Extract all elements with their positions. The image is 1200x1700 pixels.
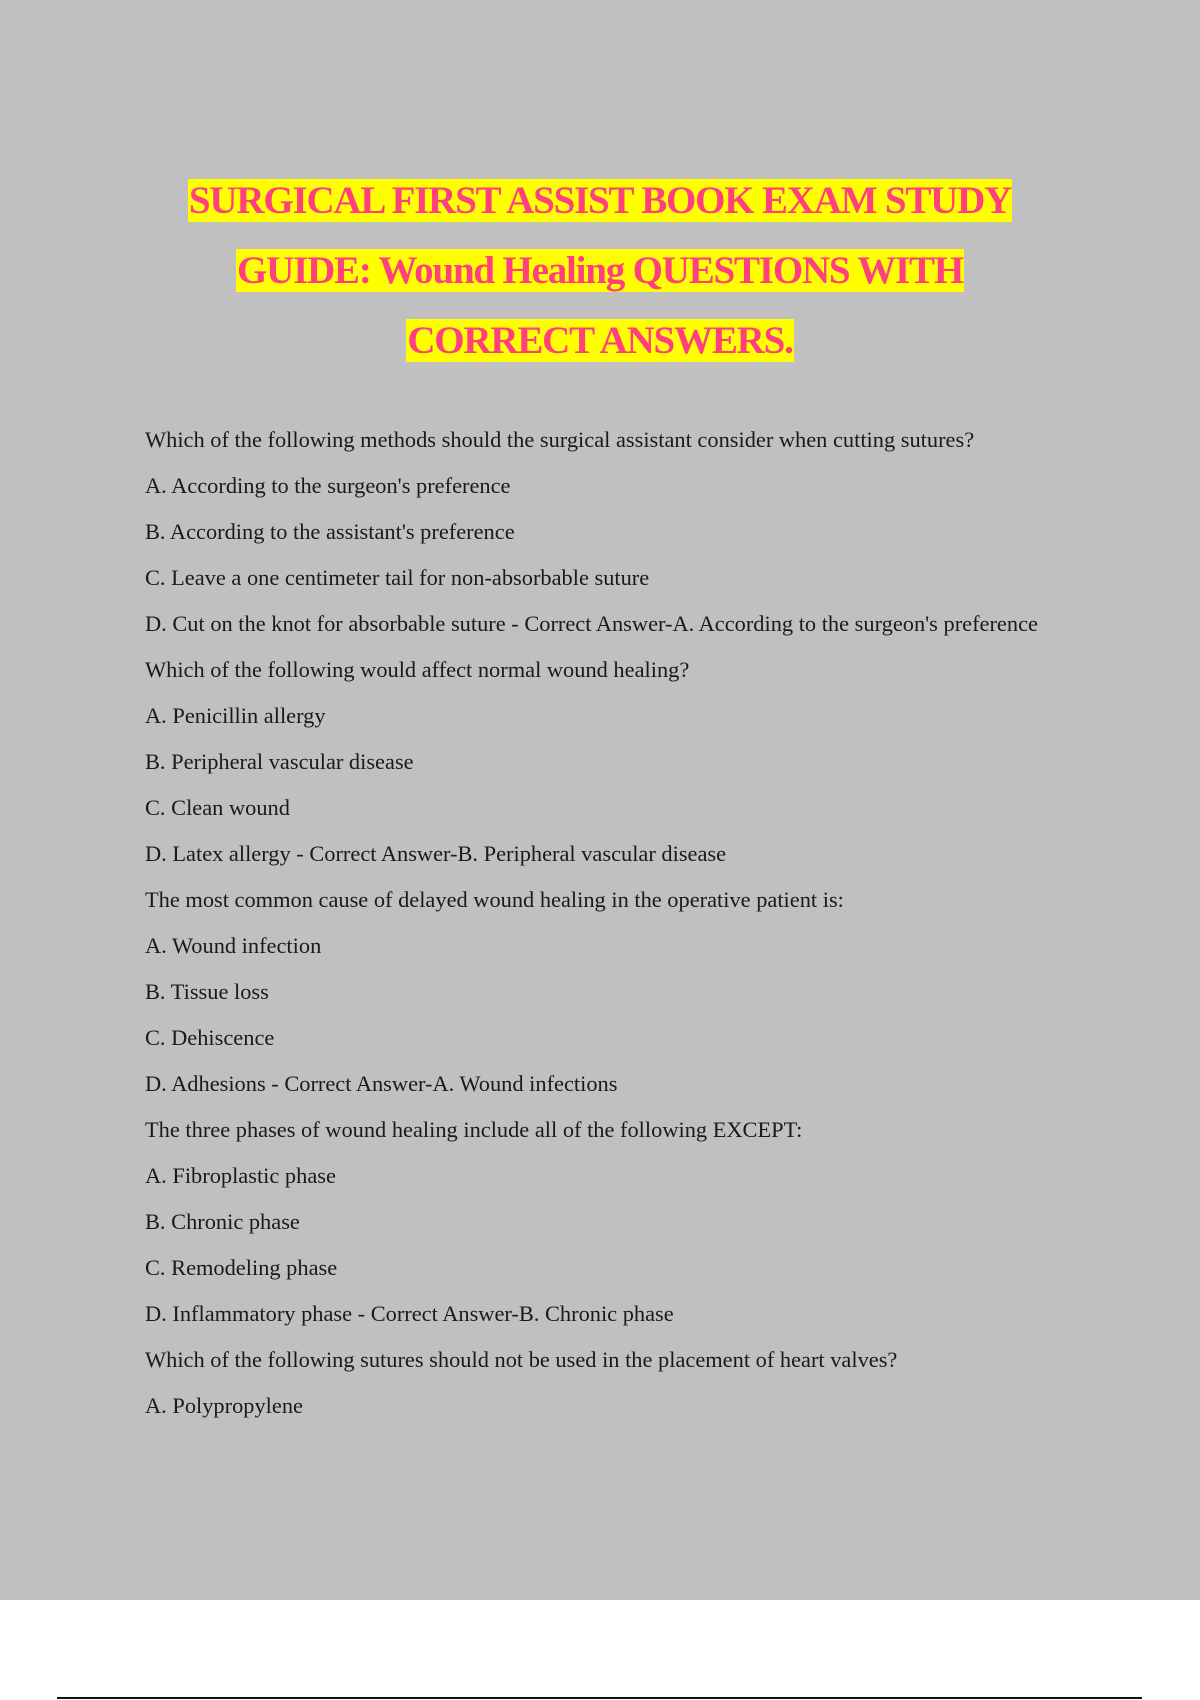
- question-answer-list: [145, 424, 1045, 1436]
- next-page-top-rule: [57, 1697, 1142, 1699]
- question-4-option-d-answer: D. Inflammatory phase - Correct Answer-B. Chronic phase: [145, 1301, 674, 1326]
- question-1-option-a: A. According to the surgeon's preference: [145, 473, 511, 498]
- question-2-option-a: A. Penicillin allergy: [145, 703, 326, 728]
- page-gap: [0, 1600, 1200, 1700]
- question-1-option-c: C. Leave a one centimeter tail for non-absorbable suture: [145, 565, 650, 590]
- question-3-option-c: C. Dehiscence: [145, 1025, 275, 1050]
- question-3-option-b: B. Tissue loss: [145, 979, 269, 1004]
- question-2: Which of the following would affect normal wound healing?: [145, 657, 690, 682]
- question-3-option-a: A. Wound infection: [145, 933, 322, 958]
- question-4-option-b: B. Chronic phase: [145, 1209, 300, 1234]
- question-3: The most common cause of delayed wound healing in the operative patient is:: [145, 887, 844, 912]
- question-2-option-d-answer: D. Latex allergy - Correct Answer-B. Peripheral vascular disease: [145, 841, 727, 866]
- title-line-3: [0, 306, 1200, 376]
- document-title: [0, 166, 1200, 376]
- question-4-option-a: A. Fibroplastic phase: [145, 1163, 336, 1188]
- title-line-3-text: CORRECT ANSWERS.: [407, 319, 793, 362]
- question-4: The three phases of wound healing include all of the following EXCEPT:: [145, 1117, 803, 1142]
- question-1-option-b: B. According to the assistant's preference: [145, 519, 515, 544]
- question-2-option-b: B. Peripheral vascular disease: [145, 749, 414, 774]
- title-line-1-text: SURGICAL FIRST ASSIST BOOK EXAM STUDY: [188, 179, 1012, 222]
- title-line-1: [0, 166, 1200, 236]
- question-3-option-d-answer: D. Adhesions - Correct Answer-A. Wound infections: [145, 1071, 618, 1096]
- question-2-option-c: C. Clean wound: [145, 795, 290, 820]
- title-line-2-text: GUIDE: Wound Healing QUESTIONS WITH: [237, 249, 963, 292]
- question-5: Which of the following sutures should not be used in the placement of heart valves?: [145, 1347, 898, 1372]
- question-1: Which of the following methods should the surgical assistant consider when cutting sutures?: [145, 427, 975, 452]
- question-4-option-c: C. Remodeling phase: [145, 1255, 338, 1280]
- question-1-option-d-answer: D. Cut on the knot for absorbable suture - Correct Answer-A. According to the surgeon's preference: [145, 611, 1038, 636]
- question-5-option-a: A. Polypropylene: [145, 1393, 303, 1418]
- title-line-2: [0, 236, 1200, 306]
